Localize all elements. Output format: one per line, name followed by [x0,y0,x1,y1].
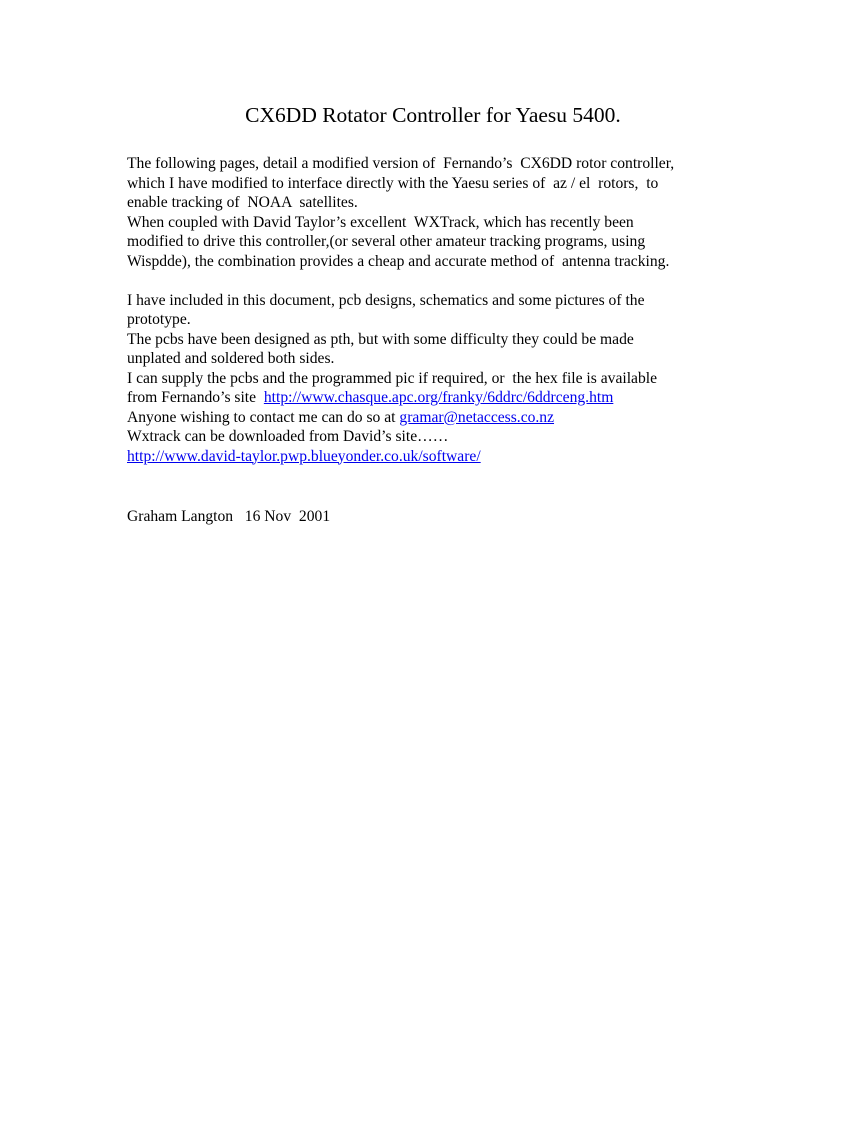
text-line: I can supply the pcbs and the programmed pic if required, or the hex file is available [127,369,658,387]
intro-paragraph [127,154,767,271]
text-line: unplated and soldered both sides. [127,350,335,367]
fernando-site-link[interactable]: http://www.chasque.apc.org/franky/6ddrc/6ddrceng.htm [263,389,614,406]
author-signature: Graham Langton 16 Nov 2001 [127,508,331,525]
contact-email-link[interactable]: gramar@netaccess.co.nz [399,408,555,426]
fernando-site-label: from Fernando’s site [127,389,264,406]
wxtrack-download-link[interactable]: http://www.david-taylor.pwp.blueyonder.co.uk/software/ [127,447,481,465]
text-line: Wispdde), the combination provides a cheap and accurate method of antenna tracking. [127,252,670,270]
contact-label: Anyone wishing to contact me can do so at [127,408,400,426]
paragraph-spacer [127,271,767,291]
fernando-site-line [127,388,767,408]
text-line: I have included in this document, pcb designs, schematics and some pictures of the [127,291,645,309]
text-line: When coupled with David Taylor’s excellent WXTrack, which has recently been [127,213,634,231]
document-body [127,154,767,466]
text-line: modified to drive this controller,(or several other amateur tracking programs, using [127,233,646,250]
wxtrack-url-line [127,447,767,467]
details-paragraph [127,291,767,467]
text-line: The following pages, detail a modified version of Fernando’s CX6DD rotor controller, [127,155,675,172]
text-line: which I have modified to interface directly with the Yaesu series of az / el rotors, to [127,174,659,192]
wxtrack-line: Wxtrack can be downloaded from David’s site…… [127,428,449,445]
contact-line [127,408,767,428]
text-line: prototype. [127,311,191,328]
text-line: The pcbs have been designed as pth, but with some difficulty they could be made [127,330,634,348]
document-title: CX6DD Rotator Controller for Yaesu 5400. [245,103,621,127]
text-line: enable tracking of NOAA satellites. [127,194,358,211]
